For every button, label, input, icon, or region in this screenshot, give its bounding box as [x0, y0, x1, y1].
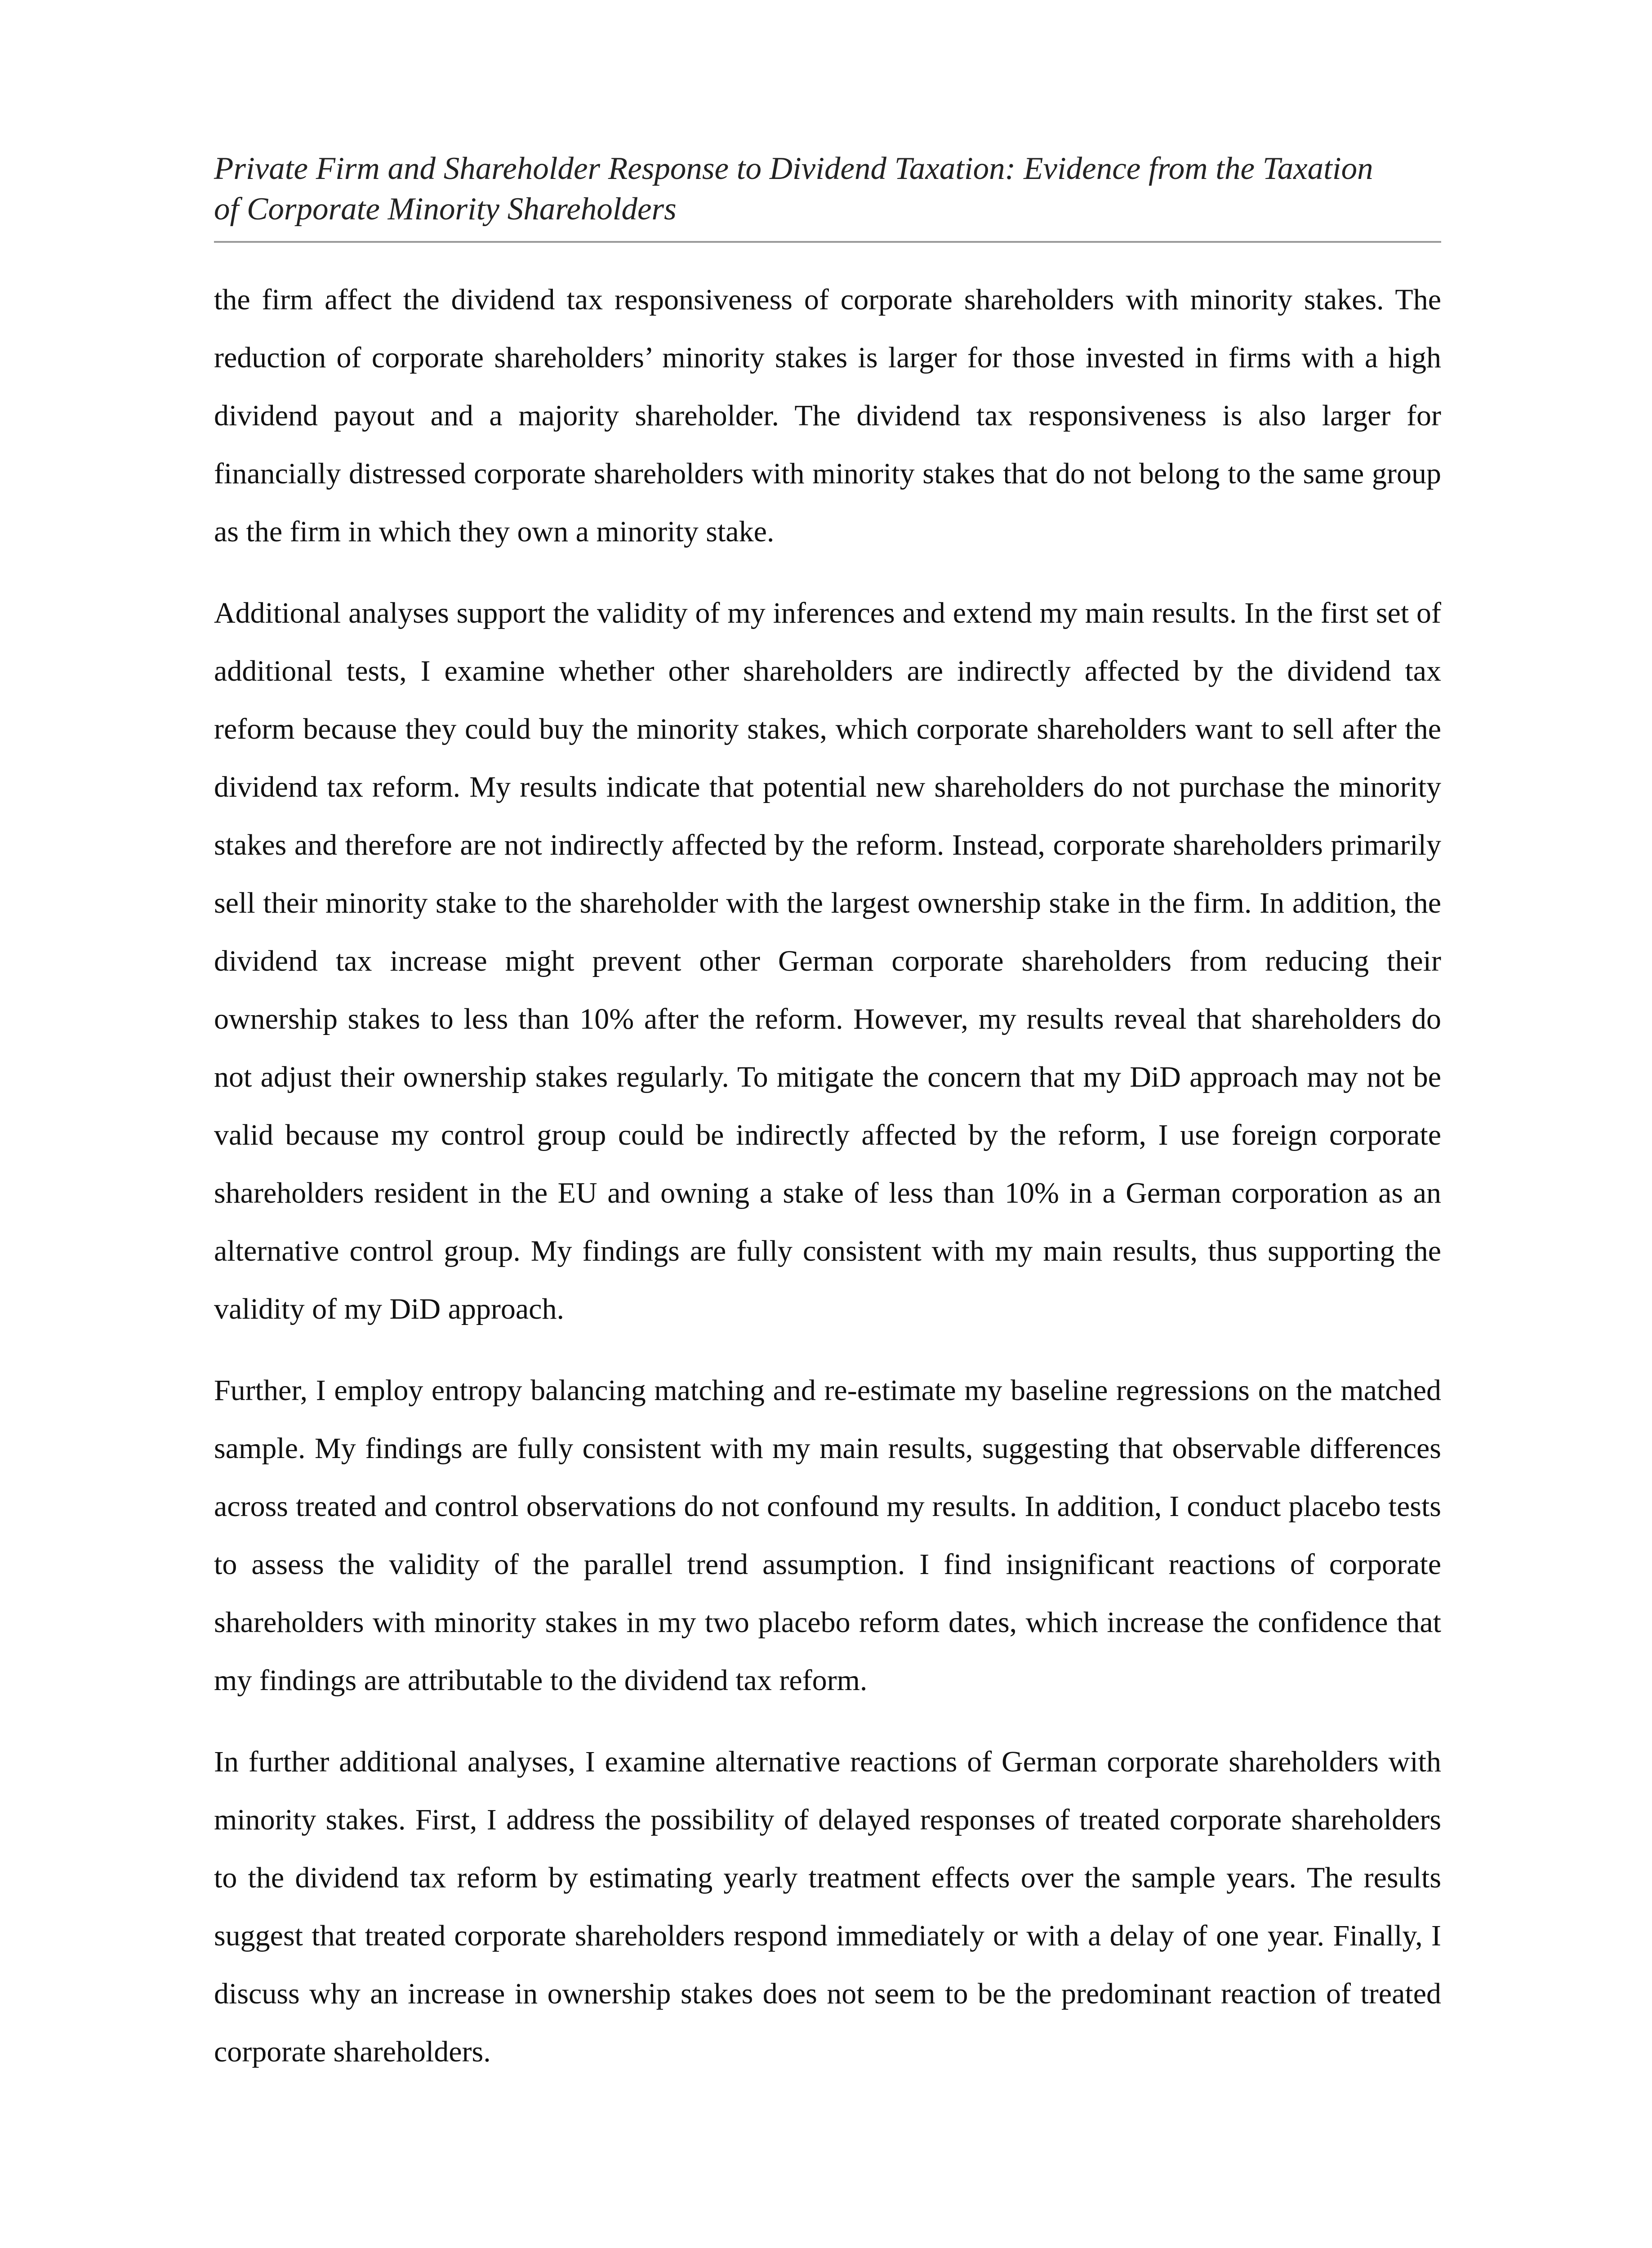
running-header: [214, 148, 1441, 243]
running-header-title: Private Firm and Shareholder Response to Dividend Taxation: Evidence from the Taxation of Corporate Minority Shareholders: [214, 151, 1373, 227]
paragraph-3: Further, I employ entropy balancing matching and re-estimate my baseline regressions on the matched sample. My findings are fully consistent with my main results, suggesting that observable differences across treated and control observations do not confound my results. In addition, I conduct placebo tests to assess the validity of the parallel trend assumption. I find insignificant reactions of corporate shareholders with minority stakes in my two placebo reform dates, which increase the confidence that my findings are attributable to the dividend tax reform.: [214, 1374, 1441, 1697]
header-divider: [214, 241, 1441, 243]
paragraph-4: In further additional analyses, I examine alternative reactions of German corporate shareholders with minority stakes. First, I address the possibility of delayed responses of treated corporate shareholders to the dividend tax reform by estimating yearly treatment effects over the sample years. The results suggest that treated corporate shareholders respond immediately or with a delay of one year. Finally, I discuss why an increase in ownership stakes does not seem to be the predominant reaction of treated corporate shareholders.: [214, 1745, 1441, 2068]
paragraph-1: the firm affect the dividend tax responsiveness of corporate shareholders with minority stakes. The reduction of corporate shareholders’ minority stakes is larger for those invested in firms with a high dividend payout and a majority shareholder. The dividend tax responsiveness is also larger for financially distressed corporate shareholders with minority stakes that do not belong to the same group as the firm in which they own a minority stake.: [214, 283, 1441, 548]
body-text: [214, 271, 1441, 2104]
paragraph-2: Additional analyses support the validity of my inferences and extend my main results. In the first set of additional tests, I examine whether other shareholders are indirectly affected by the dividend tax reform because they could buy the minority stakes, which corporate shareholders want to sell after the dividend tax reform. My results indicate that potential new shareholders do not purchase the minority stakes and therefore are not indirectly affected by the reform. Instead, corporate shareholders primarily sell their minority stake to the shareholder with the largest ownership stake in the firm. In addition, the dividend tax increase might prevent other German corporate shareholders from reducing their ownership stakes to less than 10% after the reform. However, my results reveal that shareholders do not adjust their ownership stakes regularly. To mitigate the concern that my DiD approach may not be valid because my control group could be indirectly affected by the reform, I use foreign corporate shareholders resident in the EU and owning a stake of less than 10% in a German corporation as an alternative control group. My findings are fully consistent with my main results, thus supporting the validity of my DiD approach.: [214, 597, 1441, 1325]
